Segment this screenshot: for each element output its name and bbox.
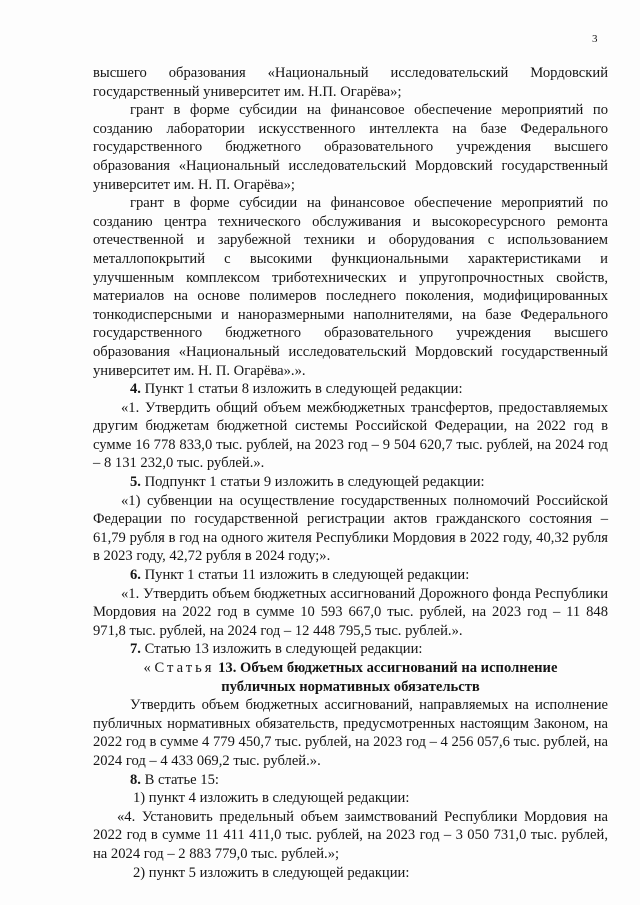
paragraph-public-obligations: Утвердить объем бюджетных ассигнований, направляемых на исполнение публичных нормативных обязательств, предусмотренных настоящим Законом, на 2022 год в сумме 4 779 450,7 тыс. рублей, на 2023 год – 4 256 057,6 тыс. рублей, на 2024 год – 4 433 069,2 тыс. рублей.». <box>93 697 608 769</box>
article-13-subtitle: публичных нормативных обязательств <box>221 678 480 695</box>
paragraph-transfers: «1. Утвердить общий объем межбюджетных трансфертов, предоставляемых другим бюджетам бюджетной системы Российской Федерации, на 2022 год в сумме 16 778 833,0 тыс. рублей, на 2023 год – 9 504 620,7 тыс. рублей, на 2024 год – 8 131 232,0 тыс. рублей.». <box>93 399 608 472</box>
paragraph-road-fund: «1. Утвердить объем бюджетных ассигнований Дорожного фонда Республики Мордовия на 2022 год в сумме 10 593 667,0 тыс. рублей, на 2023 год – 11 848 971,8 тыс. рублей, на 2024 год – 12 448 795,5 тыс. рублей.». <box>93 585 608 639</box>
document-body <box>93 64 608 882</box>
section-5-number: 5. <box>130 474 141 491</box>
paragraph-grant-ai-lab: грант в форме субсидии на финансовое обеспечение мероприятий по созданию лаборатории искусственного интеллекта на базе Федерального государственного бюджетного образовательного учреждения высшего образования «Национальный исследовательский Мордовский государственный университет им. Н. П. Огарёва»; <box>93 102 608 193</box>
section-8-text: В статье 15: <box>140 771 219 788</box>
section-8-item-2: 2) пункт 5 изложить в следующей редакции: <box>133 864 410 881</box>
paragraph-borrowing: «4. Установить предельный объем заимствований Республики Мордовия на 2022 год в сумме 11 411 411,0 тыс. рублей, на 2023 год – 3 050 731,0 тыс. рублей, на 2024 год – 2 883 779,0 тыс. рублей.»; <box>93 808 608 862</box>
paragraph-university-1: высшего образования «Национальный исследовательский Мордовский государственный университет им. Н.П. Огарёва»; <box>93 65 608 100</box>
section-4-number: 4. <box>130 381 141 398</box>
article-word: Статья <box>154 660 215 676</box>
section-6-heading <box>93 566 608 585</box>
section-7-text: Статью 13 изложить в следующей редакции: <box>140 641 423 658</box>
section-8-item-1: 1) пункт 4 изложить в следующей редакции: <box>133 790 410 807</box>
section-5-heading <box>93 473 608 492</box>
article-title-text: 13. Объем бюджетных ассигнований на исполнение <box>214 660 558 676</box>
page-number: 3 <box>592 33 598 45</box>
paragraph-grant-service-center: грант в форме субсидии на финансовое обеспечение мероприятий по созданию центра технического обслуживания и высокоресурсного ремонта отечественной и зарубежной техники и оборудования с использованием металлопокрытий с высокими функциональными характеристиками и улучшенным комплексом триботехнических и упругопрочностных свойств, материалов на основе полимеров последнего поколения, модифицированных тонкодисперсными и наноразмерными наполнителями, на базе Федерального государственного бюджетного образовательного учреждения высшего образования «Национальный исследовательский Мордовский государственный университет им. Н. П. Огарёва».». <box>93 195 608 379</box>
section-5-text: Подпункт 1 статьи 9 изложить в следующей редакции: <box>140 474 485 491</box>
section-7-heading <box>93 640 608 659</box>
section-6-number: 6. <box>130 567 141 584</box>
section-6-text: Пункт 1 статьи 11 изложить в следующей редакции: <box>140 567 470 584</box>
article-open-quote: « <box>143 660 155 676</box>
section-4-text: Пункт 1 статьи 8 изложить в следующей редакции: <box>140 381 463 398</box>
section-8-number: 8. <box>130 771 141 788</box>
section-8-heading <box>93 771 608 790</box>
section-4-heading <box>93 380 608 399</box>
paragraph-subventions: «1) субвенции на осуществление государственных полномочий Российской Федерации по государственной регистрации актов гражданского состояния – 61,79 рубля в год на одного жителя Республики Мордовия в 2022 году, 40,32 рубля в 2023 году, 42,72 рубля в 2024 году;». <box>93 492 608 565</box>
article-13-title <box>93 659 608 678</box>
section-7-number: 7. <box>130 641 141 658</box>
